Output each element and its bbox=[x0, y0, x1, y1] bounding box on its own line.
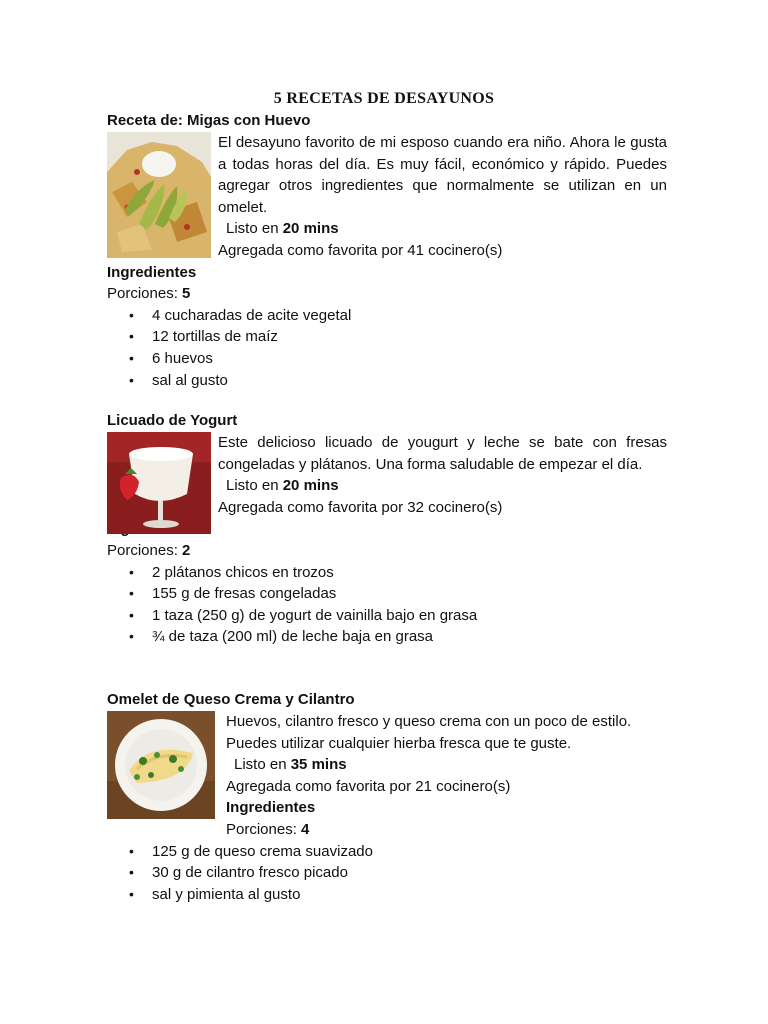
ready-time: Listo en 35 mins bbox=[234, 756, 347, 774]
recipe-media bbox=[107, 711, 667, 841]
recipe-info bbox=[218, 432, 667, 518]
recipe-description: Este delicioso licuado de yougurt y leche se bate con fresas congeladas y plátanos. Una forma saludable de empezar el día. bbox=[218, 434, 667, 473]
list-item: • 30 g de cilantro fresco picado bbox=[107, 862, 667, 884]
ingredients-heading: Ingredientes bbox=[107, 263, 197, 281]
list-item: • 12 tortillas de maíz bbox=[107, 326, 667, 348]
ingredient-list bbox=[107, 841, 667, 906]
list-item: • 2 plátanos chicos en trozos bbox=[107, 562, 667, 584]
recipe-description: El desayuno favorito de mi esposo cuando era niño. Ahora le gusta a todas horas del día. Es muy fácil, económico y rápido. Puedes agregar otros ingredientes que normalmente se utilizan en un omelet. bbox=[218, 134, 667, 216]
recipe-photo-licuado bbox=[107, 432, 211, 534]
recipe-photo-omelet bbox=[107, 711, 215, 819]
recipe-licuado bbox=[107, 410, 667, 648]
ready-time: Listo en 20 mins bbox=[226, 477, 339, 495]
list-item: • sal y pimienta al gusto bbox=[107, 884, 667, 906]
favorite-count: Agregada como favorita por 21 cocinero(s) bbox=[226, 777, 511, 795]
recipe-photo-migas bbox=[107, 132, 211, 258]
recipe-name-text: Migas con Huevo bbox=[187, 112, 311, 129]
list-item: • ¾ de taza (200 ml) de leche baja en grasa bbox=[107, 626, 667, 648]
recipe-description: Huevos, cilantro fresco y queso crema con un poco de estilo. Puedes utilizar cualquier hierba fresca que te guste. bbox=[226, 713, 632, 752]
servings: Porciones: 4 bbox=[226, 820, 310, 838]
list-item: • 1 taza (250 g) de yogurt de vainilla bajo en grasa bbox=[107, 605, 667, 627]
list-item: • 125 g de queso crema suavizado bbox=[107, 841, 667, 863]
recipe-media bbox=[107, 132, 667, 262]
favorite-count: Agregada como favorita por 41 cocinero(s) bbox=[218, 241, 503, 259]
recipe-info bbox=[218, 132, 667, 262]
servings: Porciones: 2 bbox=[107, 541, 191, 559]
ingredients-heading: Ingredientes bbox=[226, 799, 316, 817]
recipe-name-text: Omelet de Queso Crema y Cilantro bbox=[107, 691, 355, 708]
recipe-media bbox=[107, 432, 667, 518]
servings: Porciones: 5 bbox=[107, 285, 191, 303]
ingredient-list bbox=[107, 562, 667, 648]
list-item: • 4 cucharadas de acite vegetal bbox=[107, 305, 667, 327]
recipe-name-text: Licuado de Yogurt bbox=[107, 412, 238, 429]
ingredient-list bbox=[107, 305, 667, 391]
recipe-name bbox=[107, 110, 667, 132]
ready-time: Listo en 20 mins bbox=[226, 220, 339, 238]
recipe-info bbox=[226, 711, 667, 841]
recipe-omelet bbox=[107, 689, 667, 905]
recipe-name-prefix: Receta de: bbox=[107, 112, 188, 129]
recipe-name bbox=[107, 689, 667, 711]
favorite-count: Agregada como favorita por 32 cocinero(s) bbox=[218, 498, 503, 516]
recipe-name bbox=[107, 410, 667, 432]
page-title: 5 RECETAS DE DESAYUNOS bbox=[273, 90, 495, 107]
list-item: • sal al gusto bbox=[107, 370, 667, 392]
recipe-migas bbox=[107, 110, 667, 391]
list-item: • 6 huevos bbox=[107, 348, 667, 370]
list-item: • 155 g de fresas congeladas bbox=[107, 583, 667, 605]
